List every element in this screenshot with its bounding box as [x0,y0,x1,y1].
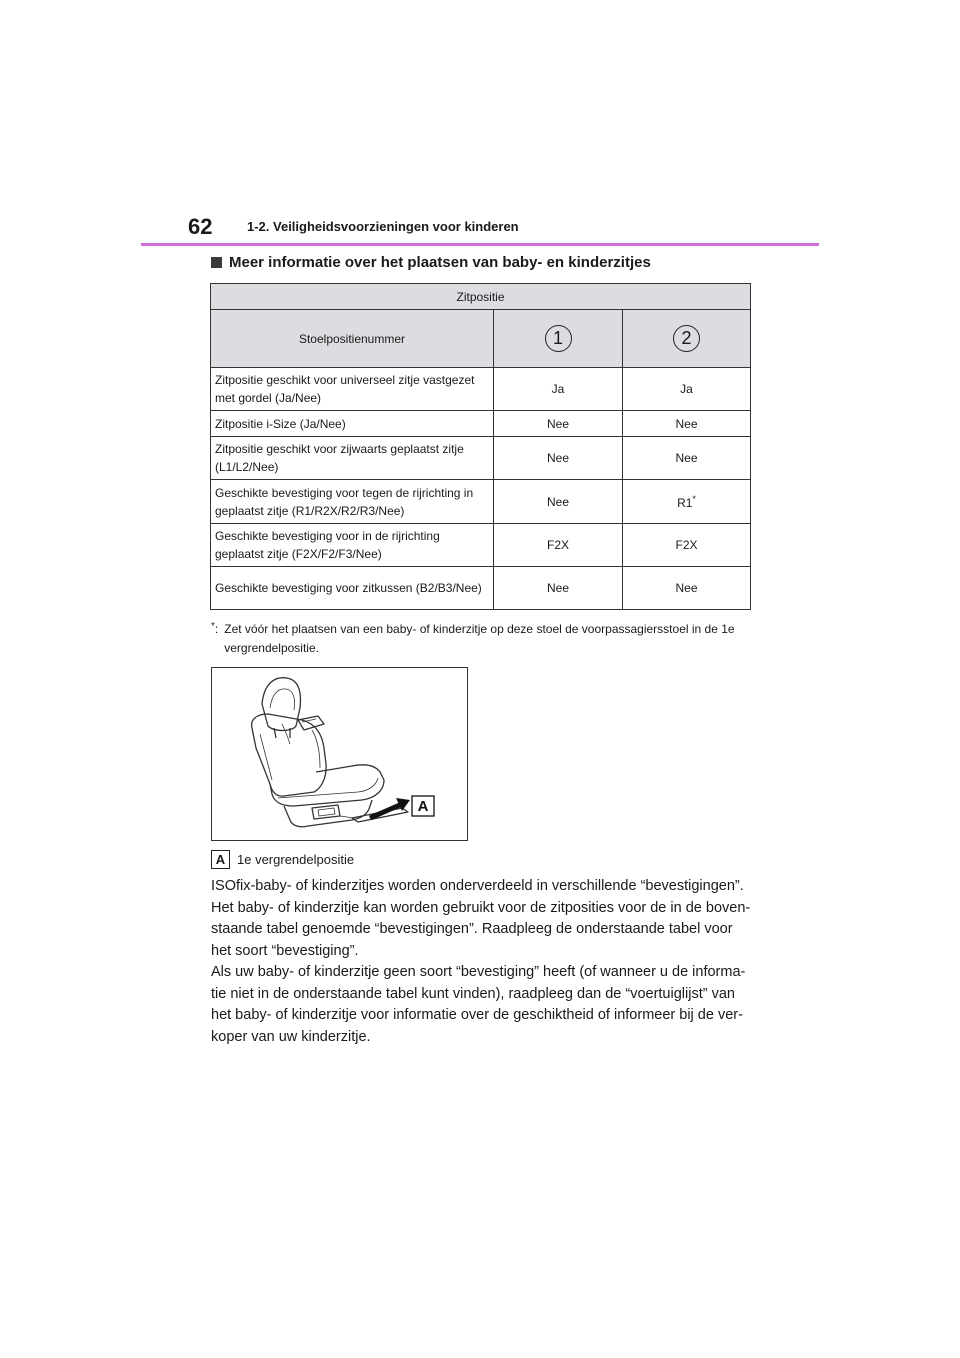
seat-2-value: Nee [623,437,751,480]
table-row [211,411,751,437]
header-divider [141,243,819,246]
body-text [211,876,751,1048]
square-bullet-icon [211,257,222,268]
seat-1-value: F2X [494,524,623,567]
seat-2-value: Nee [623,567,751,610]
seat-number-label: Stoelpositienummer [211,310,494,368]
running-header: 1-2. Veiligheidsvoorzieningen voor kinderen [247,219,519,234]
seat-2-header [623,310,751,368]
seat-2-value: F2X [623,524,751,567]
section-heading [211,254,651,271]
table-title-cell: Zitpositie [211,284,751,310]
row-label: Geschikte bevestiging voor zitkussen (B2/B3/Nee) [211,567,494,610]
seat-1-value: Nee [494,567,623,610]
row-label: Zitpositie geschikt voor zijwaarts geplaatst zitje (L1/L2/Nee) [211,437,494,480]
row-label: Zitpositie i-Size (Ja/Nee) [211,411,494,437]
figure-callout-label: A [417,798,429,815]
table-row [211,480,751,524]
footnote-text: Zet vóór het plaatsen van een baby- of kinderzitje op deze stoel de voorpassagiersstoel in de 1e vergrendelpositie. [224,622,735,655]
seat-1-header [494,310,623,368]
table-row [211,567,751,610]
section-heading-text: Meer informatie over het plaatsen van baby- en kinderzitjes [229,254,651,271]
paragraph: ISOfix-baby- of kinderzitjes worden onderverdeeld in verschillende “bevestigingen”. Het baby- of kinderzitje kan worden gebruikt voor de zitposities voor de in de boven- staande tabel genoemde “bevestigingen”. Raadpleeg de onderstaande tabel voor het soort “bevestiging”. [211,878,751,959]
seat-2-value-cell [623,480,751,524]
seat-2-value: Nee [623,411,751,437]
footnote-reference: * [692,493,696,504]
seat-1-value: Nee [494,437,623,480]
row-label: Geschikte bevestiging voor tegen de rijrichting in geplaatst zitje (R1/R2X/R2/R3/Nee) [211,480,494,524]
car-seat-icon [212,668,467,840]
seat-1-value: Ja [494,368,623,411]
caption-text: 1e vergrendelpositie [237,852,355,867]
page-number: 62 [188,214,213,239]
footnote: *: Zet vóór het plaatsen van een baby- of kinderzitje op deze stoel de voorpassagiersstoel in de 1e vergrendelpositie. [211,620,751,658]
seat-1-value: Nee [494,480,623,524]
caption-tag: A [211,850,230,869]
row-label: Zitpositie geschikt voor universeel zitje vastgezet met gordel (Ja/Nee) [211,368,494,411]
seat-2-value: Ja [623,368,751,411]
paragraph: Als uw baby- of kinderzitje geen soort “bevestiging” heeft (of wanneer u de informa- tie niet in de onderstaande tabel kunt vinden), raadpleeg dan de “voertuiglijst” van het baby- of kinderzitje voor informatie over de geschiktheid of informeer bij de ver- koper van uw kinderzitje. [211,964,746,1045]
seat-1-value: Nee [494,411,623,437]
row-label: Geschikte bevestiging voor in de rijrichting geplaatst zitje (F2X/F2/F3/Nee) [211,524,494,567]
seat-position-table [210,283,751,610]
seat-2-number: 2 [673,325,700,352]
footnote-mark: * [211,621,215,632]
table-row [211,437,751,480]
seat-illustration [211,667,468,841]
table-row [211,524,751,567]
table-row [211,368,751,411]
figure-caption [211,850,354,869]
seat-2-value: R1 [677,495,693,510]
seat-1-number: 1 [545,325,572,352]
